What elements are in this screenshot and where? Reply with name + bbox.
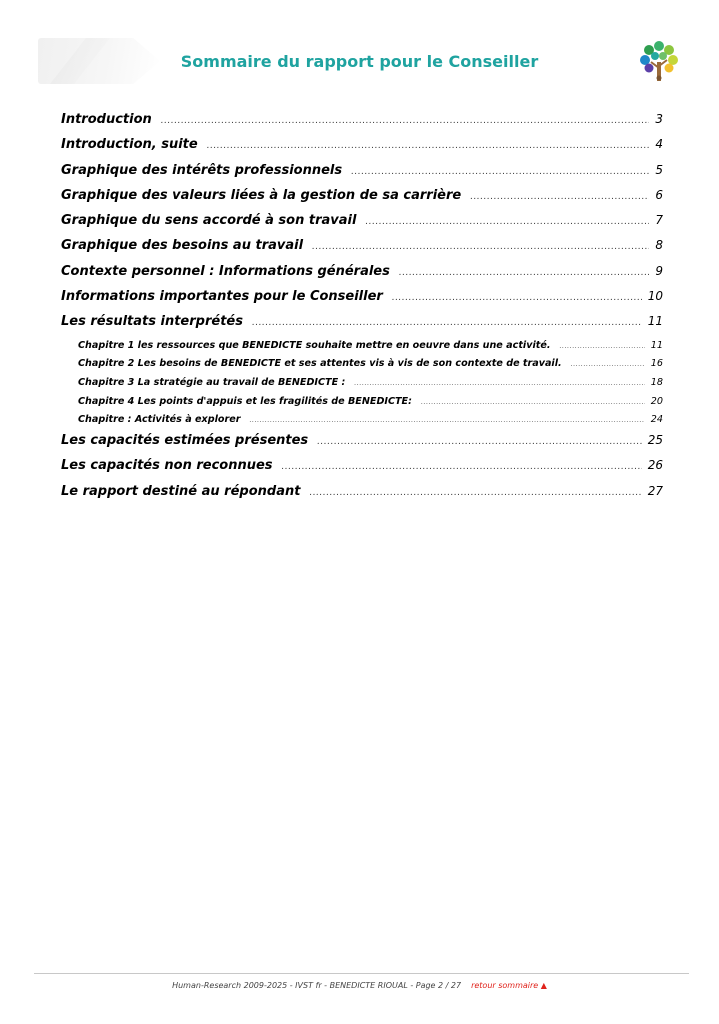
toc-entry-page: 8: [655, 238, 663, 253]
toc-subentry[interactable]: [61, 358, 663, 377]
dot-leader: [351, 167, 649, 177]
footer-text: Human-Research 2009-2025 - IVST fr - BENEDICTE RIOUAL - Page 2 / 27: [172, 981, 462, 990]
toc-entry-label: Introduction: [61, 112, 152, 127]
toc-entry-label: Chapitre 4 Les points d'appuis et les fragilités de BENEDICTE:: [78, 395, 412, 407]
dot-leader: [317, 437, 642, 447]
toc-entry-page: 20: [650, 395, 663, 407]
dot-leader: [399, 268, 650, 278]
toc-entry[interactable]: [61, 238, 663, 263]
toc-entry-label: Les résultats interprétés: [61, 314, 243, 330]
toc-entry-label: Graphique du sens accordé à son travail: [61, 213, 357, 229]
dot-leader: [421, 398, 645, 406]
toc-entry-label: Contexte personnel : Informations générales: [61, 263, 390, 279]
toc-subentry[interactable]: [61, 340, 663, 359]
table-of-contents: [61, 112, 663, 509]
dot-leader: [312, 242, 649, 252]
dot-leader: [571, 360, 645, 368]
dot-leader: [365, 217, 649, 227]
toc-entry-label: Chapitre : Activités à explorer: [78, 414, 241, 426]
dot-leader: [309, 488, 641, 498]
toc-entry-page: 3: [655, 112, 663, 126]
toc-entry-label: Chapitre 2 Les besoins de BENEDICTE et ses attentes vis à vis de son contexte de travail.: [78, 358, 562, 370]
toc-entry[interactable]: [61, 484, 663, 509]
toc-entry-label: Les capacités non reconnues: [61, 458, 273, 474]
footer-divider: [34, 973, 689, 974]
page-footer: [0, 981, 719, 990]
toc-entry[interactable]: [61, 314, 663, 339]
toc-entry-page: 11: [647, 314, 663, 329]
toc-entry-page: 24: [650, 414, 663, 426]
toc-entry-label: Introduction, suite: [61, 137, 198, 153]
toc-entry-page: 25: [647, 433, 663, 448]
toc-entry-page: 18: [650, 377, 663, 389]
dot-leader: [354, 379, 644, 387]
dot-leader: [392, 293, 642, 303]
toc-entry-page: 11: [650, 339, 663, 351]
toc-entry[interactable]: [61, 213, 663, 238]
toc-entry-label: Graphique des intérêts professionnels: [61, 162, 343, 178]
toc-entry-page: 26: [647, 458, 663, 473]
toc-subentry[interactable]: [61, 396, 663, 415]
toc-entry-page: 9: [655, 263, 663, 278]
toc-subentry[interactable]: [61, 377, 663, 396]
dot-leader: [207, 141, 650, 151]
toc-entry-label: Les capacités estimées présentes: [61, 433, 309, 449]
toc-entry-label: Informations importantes pour le Conseiller: [61, 289, 383, 305]
toc-entry-page: 4: [655, 137, 663, 152]
toc-entry[interactable]: [61, 289, 663, 314]
toc-entry[interactable]: [61, 458, 663, 483]
dot-leader: [470, 192, 649, 202]
toc-entry[interactable]: [61, 433, 663, 458]
toc-entry-page: 16: [650, 358, 663, 370]
toc-entry-label: Le rapport destiné au répondant: [61, 483, 301, 499]
toc-entry-page: 6: [655, 187, 663, 202]
toc-entry-label: Graphique des besoins au travail: [61, 238, 304, 254]
toc-entry-label: Chapitre 3 La stratégie au travail de BENEDICTE :: [78, 377, 346, 389]
back-to-summary-link[interactable]: retour sommaire ▲: [471, 981, 547, 990]
toc-entry[interactable]: [61, 163, 663, 188]
toc-entry[interactable]: [61, 188, 663, 213]
toc-entry-page: 10: [647, 289, 663, 304]
toc-entry-page: 5: [655, 162, 663, 177]
dot-leader: [252, 318, 642, 328]
dot-leader: [559, 342, 644, 350]
tree-logo-icon: [636, 38, 682, 84]
toc-subentry[interactable]: [61, 414, 663, 433]
toc-entry[interactable]: [61, 112, 663, 137]
toc-entry-label: Chapitre 1 les ressources que BENEDICTE souhaite mettre en oeuvre dans une activité.: [78, 339, 551, 351]
page-title: Sommaire du rapport pour le Conseiller: [180, 52, 539, 71]
toc-entry-page: 27: [647, 483, 663, 498]
toc-entry[interactable]: [61, 137, 663, 162]
dot-leader: [161, 116, 650, 126]
dot-leader: [249, 416, 644, 424]
toc-entry-label: Graphique des valeurs liées à la gestion de sa carrière: [61, 187, 462, 203]
toc-entry-page: 7: [655, 213, 663, 228]
dot-leader: [282, 462, 642, 472]
toc-entry[interactable]: [61, 264, 663, 289]
